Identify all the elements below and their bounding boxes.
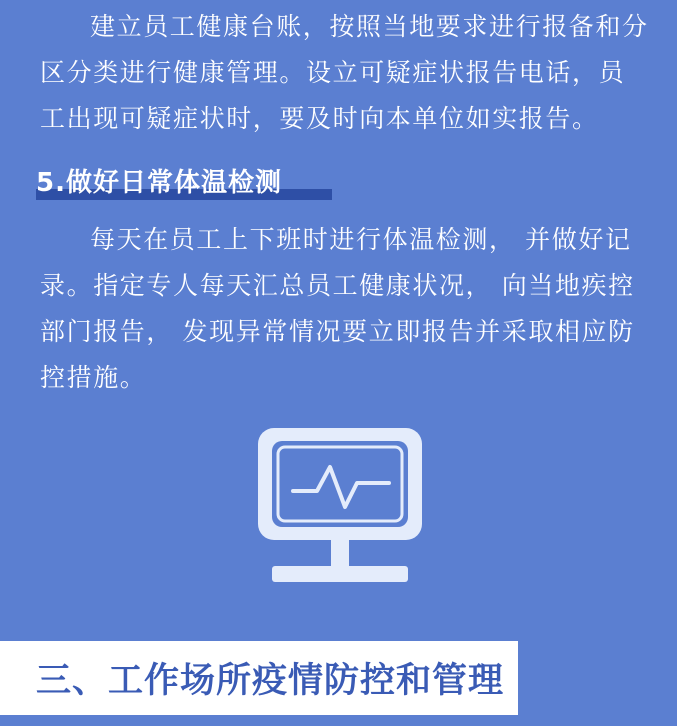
paragraph-line: 部门报告， 发现异常情况要立即报告并采取相应防 [40,317,635,346]
health-ledger-paragraph [40,4,649,142]
section-heading-text: 5.做好日常体温检测 [36,168,282,198]
monitor-heartbeat-icon [255,425,425,587]
paragraph-line: 工出现可疑症状时，要及时向本单位如实报告。 [40,104,599,133]
paragraph-line: 控措施。 [40,363,147,392]
temperature-check-paragraph [40,217,640,401]
paragraph-line: 建立员工健康台账，按照当地要求进行报备和分 [90,12,649,41]
banner-title: 三、工作场所疫情防控和管理 [36,661,505,701]
paragraph-line: 区分类进行健康管理。设立可疑症状报告电话，员 [40,58,626,87]
section-banner [0,641,518,715]
paragraph-line: 录。指定专人每天汇总员工健康状况， 向当地疾控 [40,271,635,300]
paragraph-line: 每天在员工上下班时进行体温检测， 并做好记 [90,225,632,254]
section-heading-temperature [36,160,282,206]
